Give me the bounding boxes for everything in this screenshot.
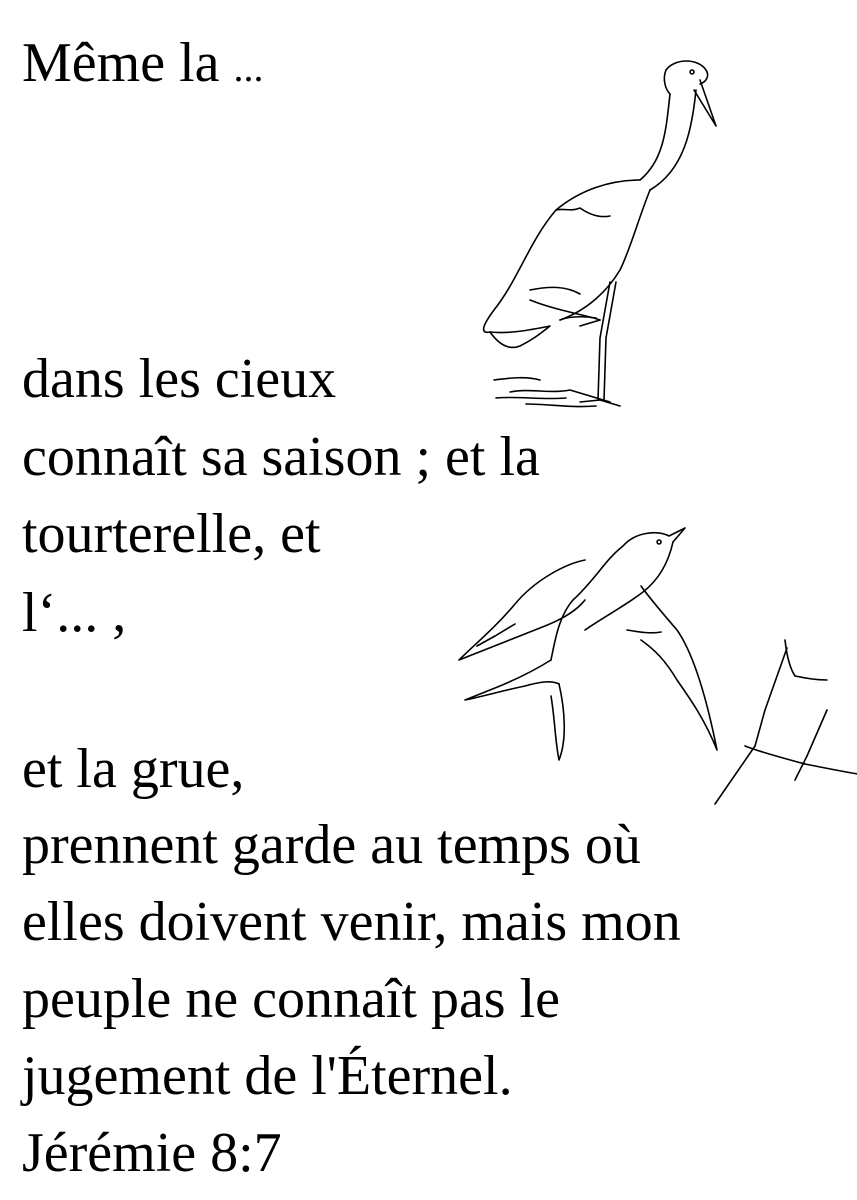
verse-line-6: et la grue,	[22, 738, 245, 800]
verse-line-8: elles doivent venir, mais mon	[22, 891, 681, 953]
blank-ellipsis: ...	[233, 45, 264, 90]
verse-line-5: l‘... ,	[22, 582, 127, 644]
swallow-drawing-icon	[455, 520, 857, 810]
verse-line-1	[22, 33, 263, 98]
verse-line-3: connaît sa saison ; et la	[22, 426, 540, 488]
verse-line-9: peuple ne connaît pas le	[22, 968, 561, 1030]
verse-line-10: jugement de l'Éternel.	[22, 1045, 513, 1107]
verse-line-2: dans les cieux	[22, 348, 337, 410]
verse-line-4: tourterelle, et	[22, 503, 321, 565]
verse-line-1-text: Même la	[22, 32, 234, 94]
verse-reference: Jérémie 8:7	[22, 1122, 282, 1184]
verse-line-7: prennent garde au temps où	[22, 814, 641, 876]
stork-drawing-icon	[470, 50, 730, 420]
